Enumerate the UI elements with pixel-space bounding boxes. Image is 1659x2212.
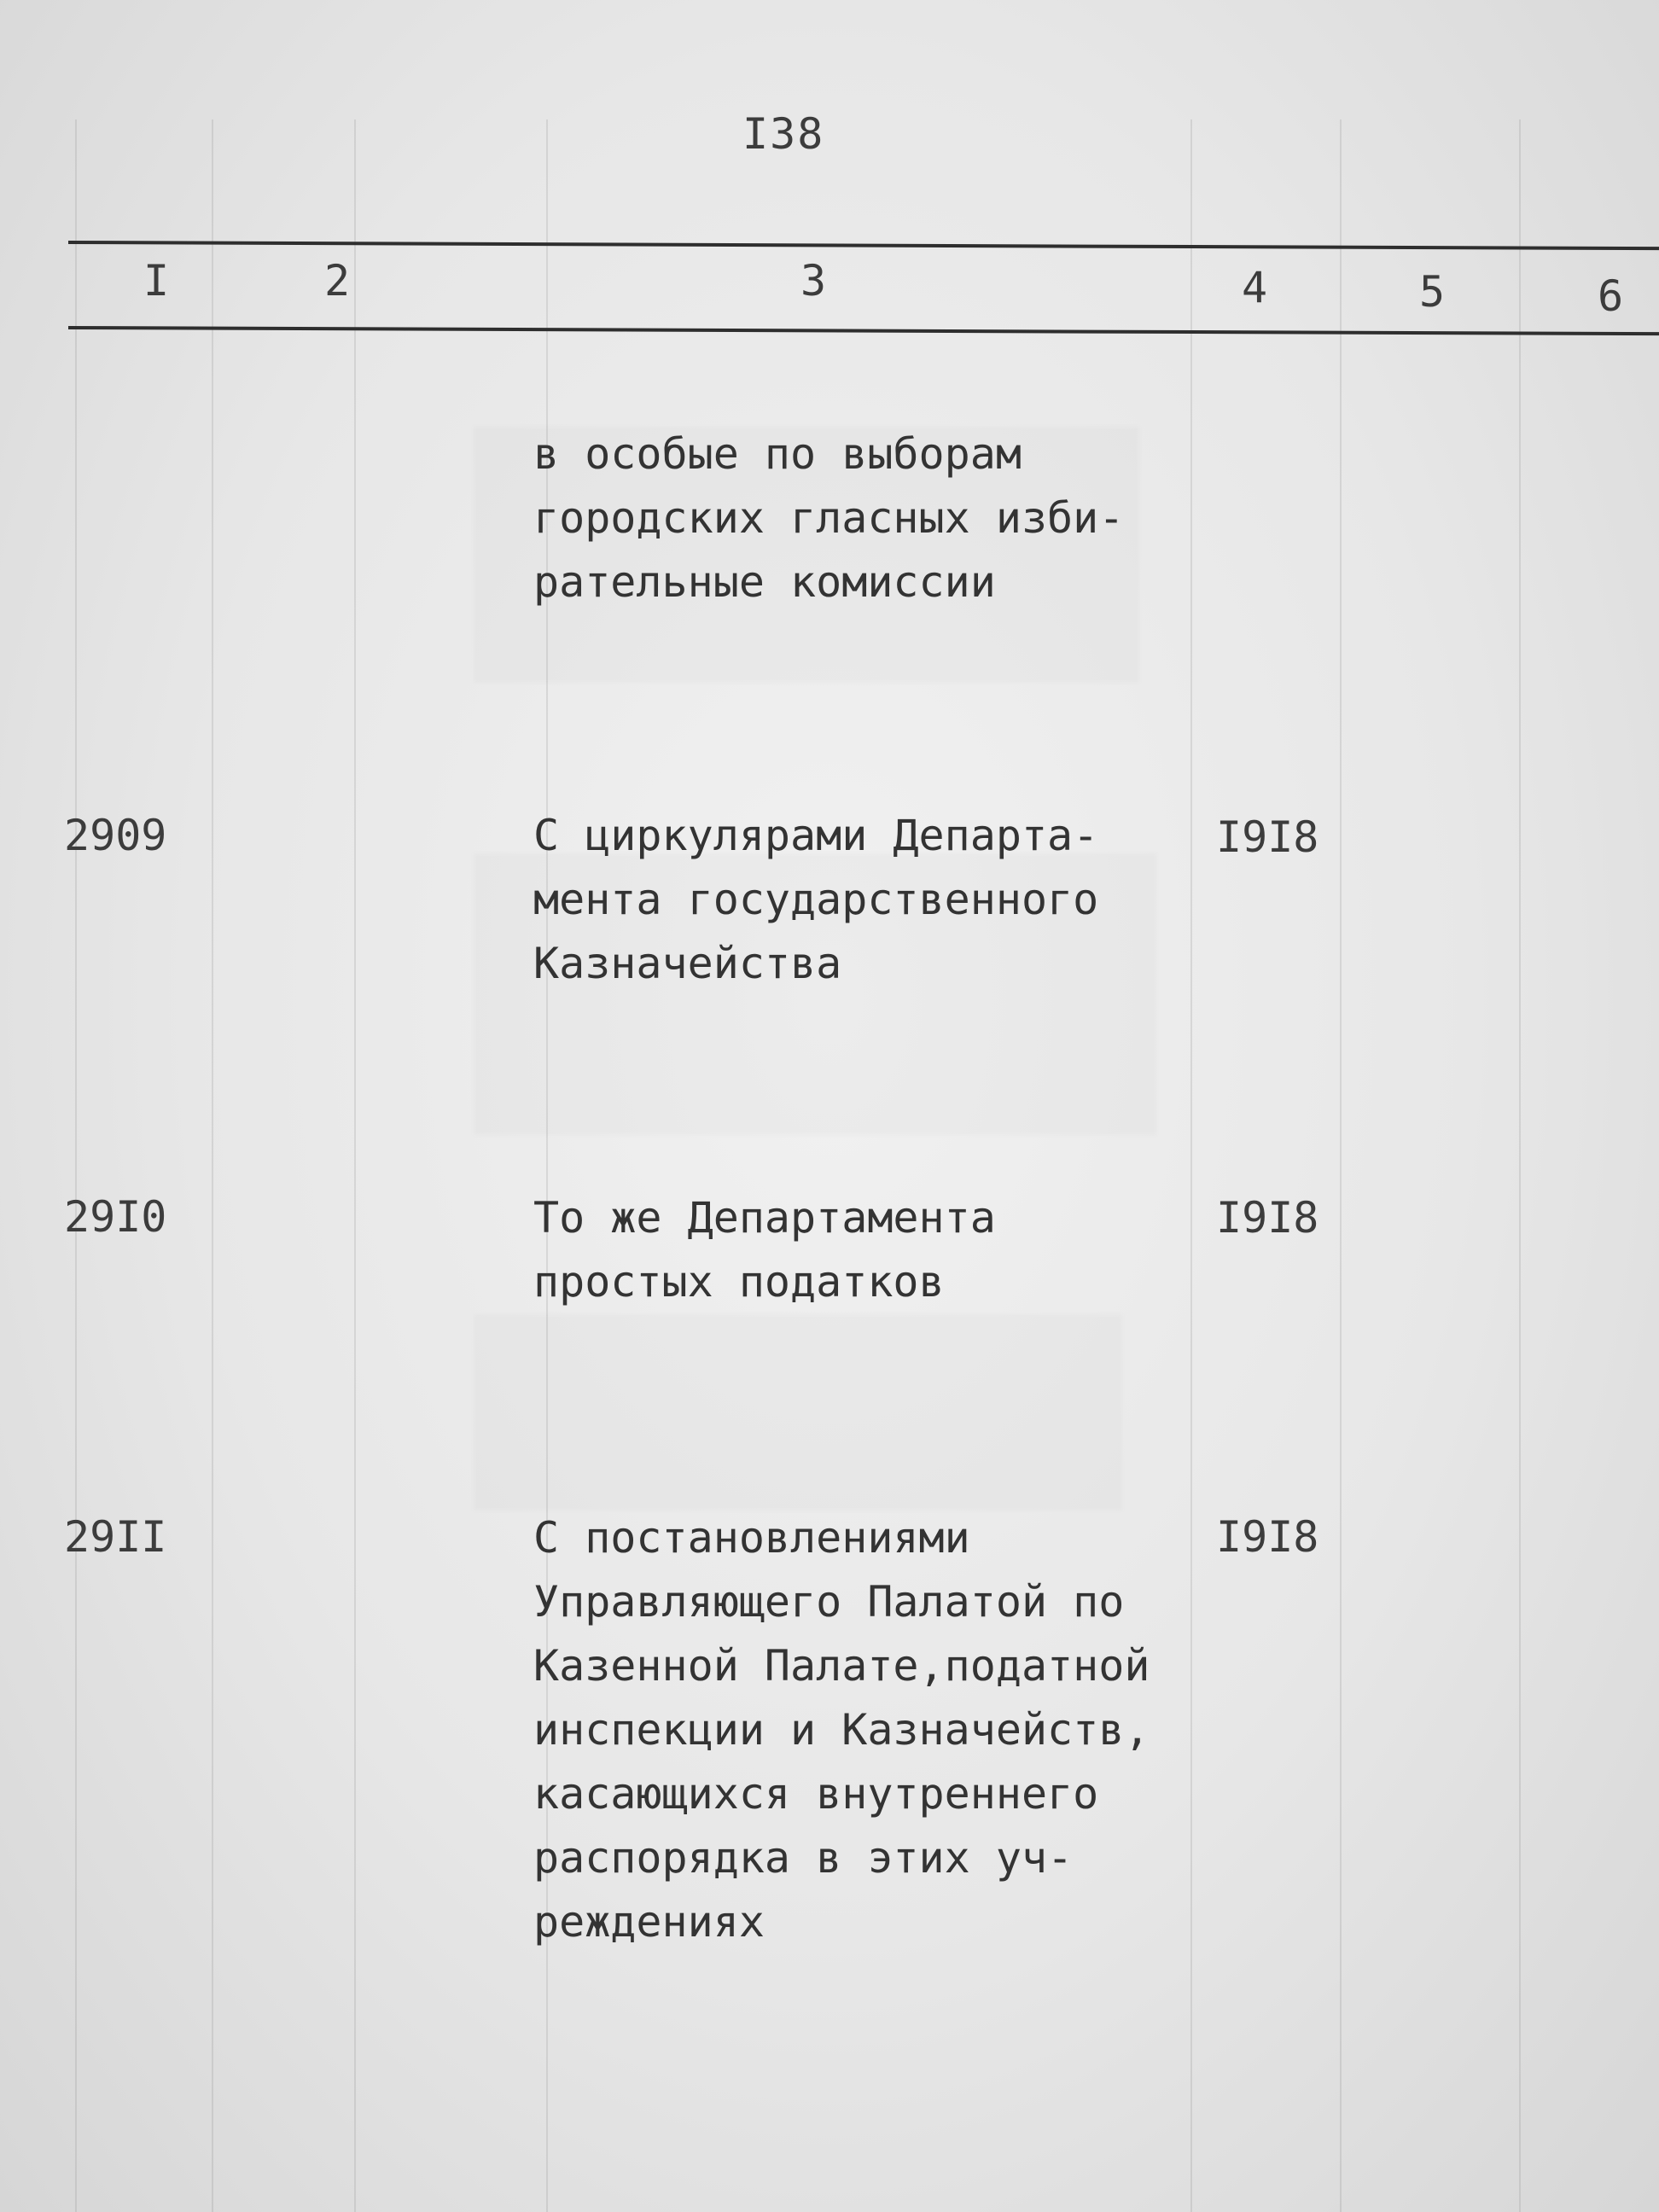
- column-rule: [1519, 119, 1521, 2212]
- column-number-6: 6: [1598, 271, 1624, 321]
- row-id-2910: 29I0: [64, 1192, 167, 1242]
- column-number-2: 2: [324, 256, 351, 306]
- column-rule: [75, 119, 77, 2212]
- column-rule: [354, 119, 356, 2212]
- row-id-2911: 29II: [64, 1512, 167, 1562]
- row-id-2909: 2909: [64, 811, 167, 860]
- row-title-continuation: в особые по выборам городских гласных изби- рательные комиссии: [533, 429, 1125, 607]
- header-top-rule: [68, 241, 1659, 250]
- row-year-2910: I9I8: [1216, 1193, 1319, 1243]
- bleed-through-shadow: [474, 1314, 1122, 1511]
- row-title-2910: То же Департамента простых податков: [533, 1193, 996, 1307]
- column-number-1: I: [143, 256, 170, 306]
- row-year-2911: I9I8: [1216, 1512, 1319, 1562]
- column-rule: [1340, 119, 1342, 2212]
- column-rule: [212, 119, 213, 2212]
- column-number-5: 5: [1419, 267, 1446, 317]
- column-number-4: 4: [1242, 263, 1268, 312]
- header-bottom-rule: [68, 326, 1659, 335]
- column-number-3: 3: [800, 256, 827, 306]
- page-number: I38: [742, 109, 825, 159]
- row-title-2909: С циркулярами Департа- мента государственного Казначейства: [533, 811, 1099, 988]
- row-title-2911: С постановлениями Управляющего Палатой по Казенной Палате,податной инспекции и Казначейств, касающихся внутреннего распорядка в этих уч- реждениях: [533, 1513, 1150, 1947]
- row-year-2909: I9I8: [1216, 812, 1319, 862]
